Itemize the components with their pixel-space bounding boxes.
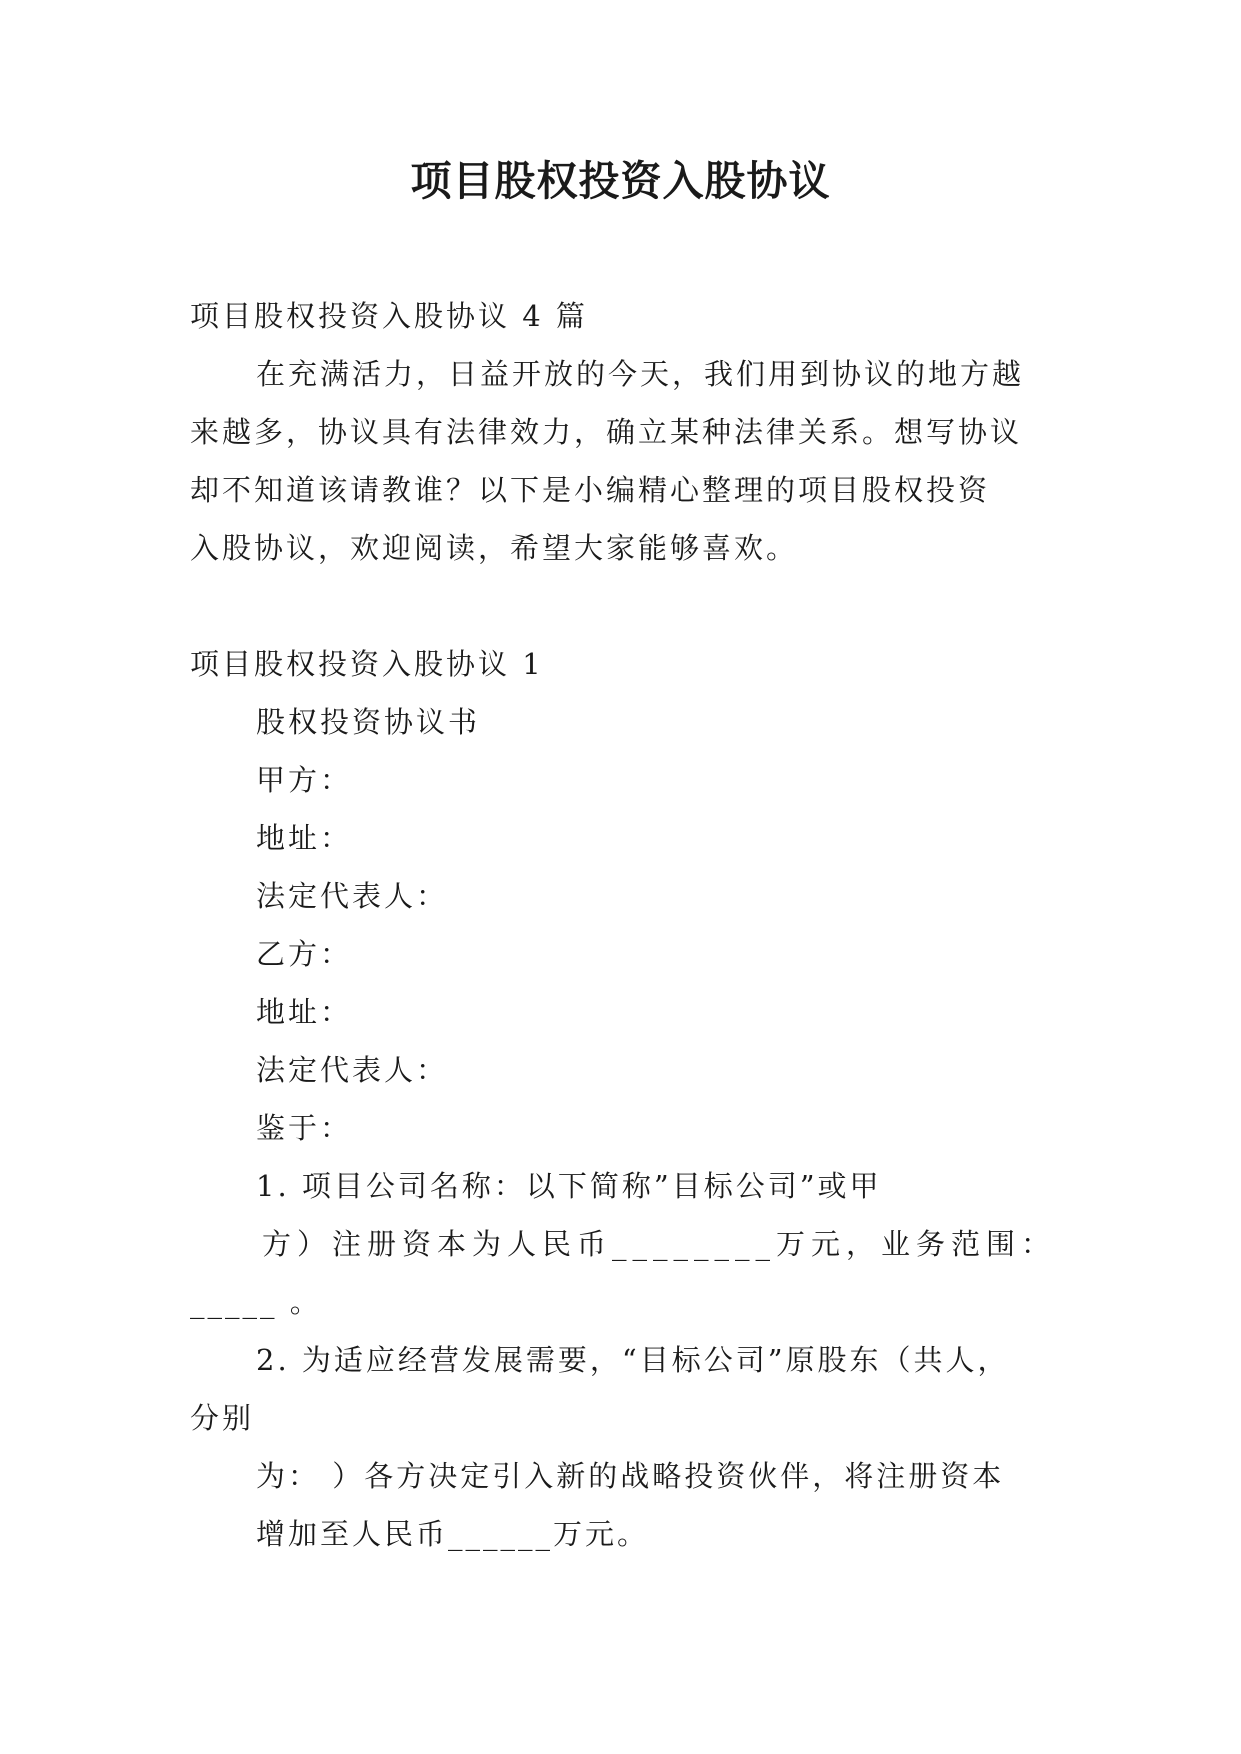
agreement-title: 股权投资协议书 xyxy=(256,705,481,739)
party-a-label: 甲方： xyxy=(256,763,353,797)
clause-2-line-2: 分别 xyxy=(190,1401,255,1435)
party-b-address: 地址： xyxy=(256,995,353,1029)
clause-2-line-1: 2. 为适应经营发展需要，“目标公司”原股东（共人， xyxy=(256,1343,1010,1377)
party-b-label: 乙方： xyxy=(256,937,353,971)
party-a-representative: 法定代表人： xyxy=(256,879,449,913)
section-heading: 项目股权投资入股协议 1 xyxy=(190,647,544,681)
intro-line-2: 来越多，协议具有法律效力，确立某种法律关系。想写协议 xyxy=(190,415,1023,449)
clause-2-line-4: 增加至人民币______万元。 xyxy=(256,1517,650,1551)
intro-line-1: 在充满活力，日益开放的今天，我们用到协议的地方越 xyxy=(256,357,1025,391)
document-title: 项目股权投资入股协议 xyxy=(410,157,831,205)
clause-1-line-3: _____ 。 xyxy=(190,1285,322,1319)
clause-1-line-1: 1. 项目公司名称：以下简称”目标公司”或甲 xyxy=(256,1169,882,1203)
intro-line-3: 却不知道该请教谁？以下是小编精心整理的项目股权投资 xyxy=(190,473,991,507)
party-a-address: 地址： xyxy=(256,821,353,855)
clause-2-line-3: 为： ）各方决定引入新的战略投资伙伴，将注册资本 xyxy=(256,1459,1005,1493)
whereas-label: 鉴于： xyxy=(256,1111,353,1145)
intro-line-4: 入股协议，欢迎阅读，希望大家能够喜欢。 xyxy=(190,531,799,565)
clause-1-line-2: 方）注册资本为人民币________万元，业务范围： xyxy=(262,1227,1057,1261)
subtitle: 项目股权投资入股协议 4 篇 xyxy=(190,299,588,333)
party-b-representative: 法定代表人： xyxy=(256,1053,449,1087)
